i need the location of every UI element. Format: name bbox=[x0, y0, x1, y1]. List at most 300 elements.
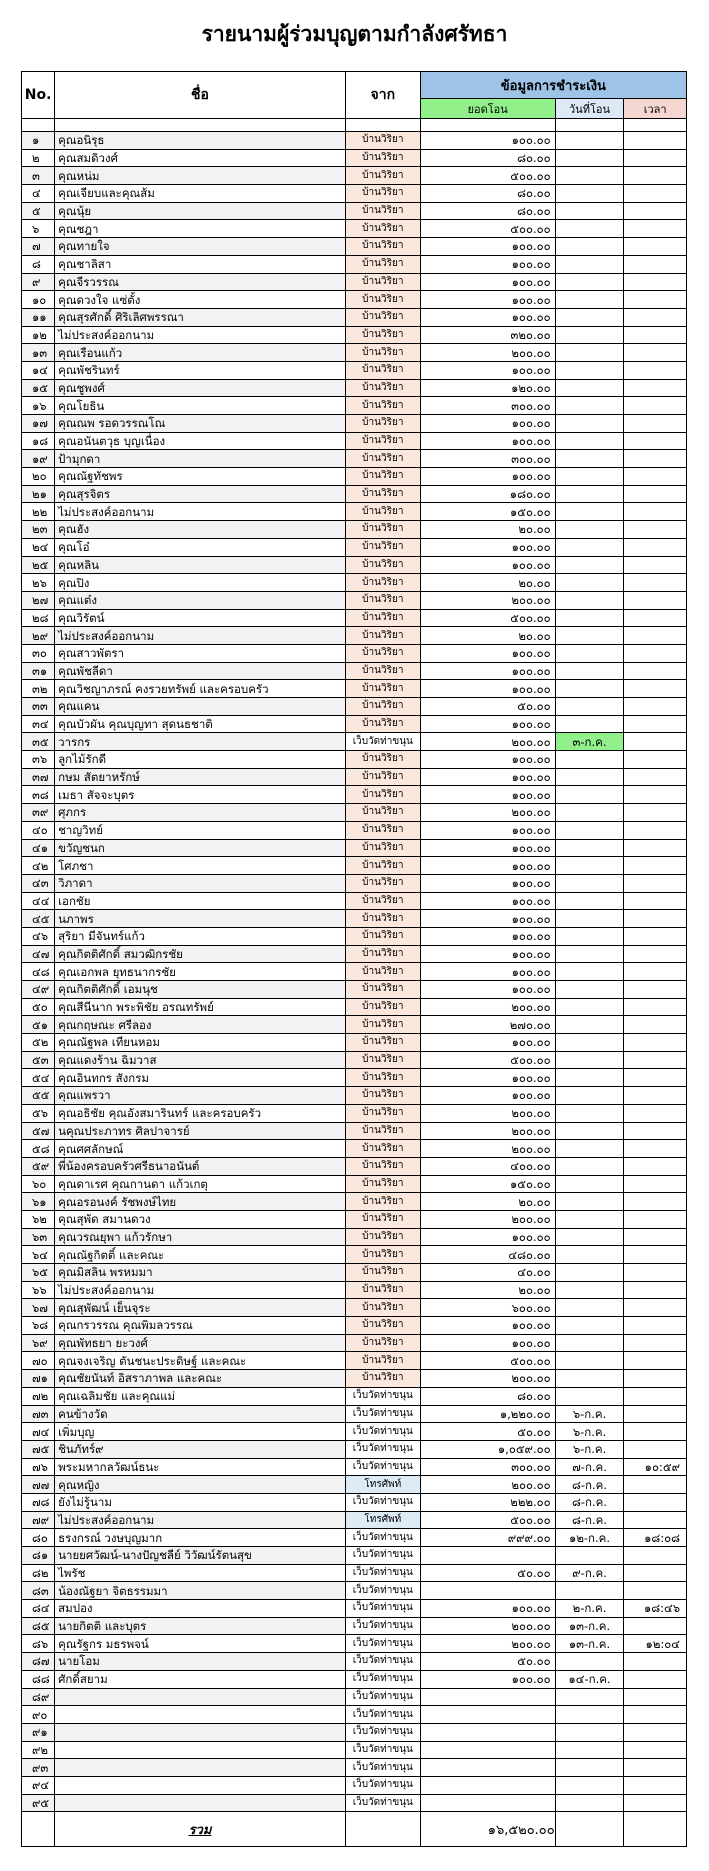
row-amount: ๑๐๐.๐๐ bbox=[420, 273, 555, 291]
row-amount: ๑๐๐.๐๐ bbox=[420, 874, 555, 892]
table-row bbox=[22, 1140, 687, 1158]
row-date bbox=[555, 1299, 624, 1317]
row-number: ๖๔ bbox=[22, 1246, 55, 1264]
row-source: โทรศัพท์ bbox=[345, 1476, 420, 1494]
row-source: เว็บวัดท่าขนุน bbox=[345, 1706, 420, 1724]
row-amount: ๒๐.๐๐ bbox=[420, 1281, 555, 1299]
row-amount: ๑,๒๒๐.๐๐ bbox=[420, 1405, 555, 1423]
table-row bbox=[22, 1741, 687, 1759]
row-source: บ้านวิริยา bbox=[345, 1157, 420, 1175]
row-time bbox=[624, 1157, 687, 1175]
row-amount: ๑๐๐.๐๐ bbox=[420, 945, 555, 963]
row-source: บ้านวิริยา bbox=[345, 1370, 420, 1388]
row-date: ๑๔-ก.ค. bbox=[555, 1670, 624, 1688]
row-amount: ๘๐.๐๐ bbox=[420, 1387, 555, 1405]
table-row bbox=[22, 485, 687, 503]
row-date bbox=[555, 1317, 624, 1335]
row-source: บ้านวิริยา bbox=[345, 485, 420, 503]
row-time: ๑๘:๐๘ bbox=[624, 1529, 687, 1547]
row-source: เว็บวัดท่าขนุน bbox=[345, 1529, 420, 1547]
row-number: ๕๗ bbox=[22, 1122, 55, 1140]
row-time bbox=[624, 1104, 687, 1122]
row-time bbox=[624, 963, 687, 981]
row-name: คุณจงเจริญ ตันชนะประดิษฐ์ และคณะ bbox=[55, 1352, 346, 1370]
row-number: ๔๘ bbox=[22, 963, 55, 981]
row-date bbox=[555, 238, 624, 256]
row-time bbox=[624, 432, 687, 450]
row-number: ๖๙ bbox=[22, 1334, 55, 1352]
table-row bbox=[22, 1600, 687, 1618]
row-time bbox=[624, 874, 687, 892]
row-number: ๓๑ bbox=[22, 662, 55, 680]
row-name: คุณพัทธยา ยะวงศ์ bbox=[55, 1334, 346, 1352]
row-date bbox=[555, 450, 624, 468]
row-date bbox=[555, 220, 624, 238]
row-name: คุณบัวผัน คุณบุญทา สุดนธชาติ bbox=[55, 715, 346, 733]
row-source: บ้านวิริยา bbox=[345, 361, 420, 379]
row-number: ๔๐ bbox=[22, 821, 55, 839]
row-name: คุณวิรัตน์ bbox=[55, 609, 346, 627]
row-source: บ้านวิริยา bbox=[345, 839, 420, 857]
row-date bbox=[555, 485, 624, 503]
row-date bbox=[555, 574, 624, 592]
row-number: ๘๗ bbox=[22, 1653, 55, 1671]
row-amount: ๑๐๐.๐๐ bbox=[420, 291, 555, 309]
row-time bbox=[624, 680, 687, 698]
row-source: บ้านวิริยา bbox=[345, 1193, 420, 1211]
row-number: ๘๙ bbox=[22, 1688, 55, 1706]
table-row bbox=[22, 998, 687, 1016]
table-row bbox=[22, 291, 687, 309]
row-number: ๑๒ bbox=[22, 326, 55, 344]
row-amount: ๑๕๐.๐๐ bbox=[420, 1175, 555, 1193]
row-time bbox=[624, 291, 687, 309]
row-date bbox=[555, 1246, 624, 1264]
table-row bbox=[22, 1299, 687, 1317]
row-number: ๓๔ bbox=[22, 715, 55, 733]
row-source: บ้านวิริยา bbox=[345, 1281, 420, 1299]
row-time bbox=[624, 1564, 687, 1582]
row-date: ๗-ก.ค. bbox=[555, 1458, 624, 1476]
row-name: วารกร bbox=[55, 733, 346, 751]
table-row bbox=[22, 1210, 687, 1228]
row-name: วิภาดา bbox=[55, 874, 346, 892]
table-row bbox=[22, 1104, 687, 1122]
row-time bbox=[624, 185, 687, 203]
row-number: ๒๒ bbox=[22, 503, 55, 521]
row-amount: ๑๐๐.๐๐ bbox=[420, 1228, 555, 1246]
row-date bbox=[555, 751, 624, 769]
row-date bbox=[555, 1352, 624, 1370]
row-time bbox=[624, 945, 687, 963]
table-row bbox=[22, 644, 687, 662]
row-number: ๘๑ bbox=[22, 1547, 55, 1565]
row-name: คุณกิตติศักดิ์ สมวฒิกรชัย bbox=[55, 945, 346, 963]
row-name: คุณวิชญาภรณ์ คงรวยทรัพย์ และครอบครัว bbox=[55, 680, 346, 698]
row-source: บ้านวิริยา bbox=[345, 1034, 420, 1052]
row-number: ๙๔ bbox=[22, 1776, 55, 1794]
row-number: ๗๓ bbox=[22, 1405, 55, 1423]
row-time bbox=[624, 1617, 687, 1635]
row-source: เว็บวัดท่าขนุน bbox=[345, 1387, 420, 1405]
row-time bbox=[624, 255, 687, 273]
table-row bbox=[22, 255, 687, 273]
row-date bbox=[555, 503, 624, 521]
row-number: ๔๗ bbox=[22, 945, 55, 963]
table-header bbox=[22, 72, 687, 119]
row-source: บ้านวิริยา bbox=[345, 1175, 420, 1193]
row-number: ๖๕ bbox=[22, 1264, 55, 1282]
row-name: โศภชา bbox=[55, 857, 346, 875]
row-number: ๒๑ bbox=[22, 485, 55, 503]
row-source: บ้านวิริยา bbox=[345, 1051, 420, 1069]
row-time bbox=[624, 786, 687, 804]
row-amount: ๑๐๐.๐๐ bbox=[420, 132, 555, 150]
row-amount: ๑๐๐.๐๐ bbox=[420, 415, 555, 433]
row-date bbox=[555, 609, 624, 627]
row-source: บ้านวิริยา bbox=[345, 344, 420, 362]
table-row bbox=[22, 397, 687, 415]
row-source: บ้านวิริยา bbox=[345, 768, 420, 786]
row-name: คุณแคน bbox=[55, 698, 346, 716]
spacer-row bbox=[22, 119, 687, 132]
total-row bbox=[22, 1812, 687, 1847]
row-amount: ๑๐๐.๐๐ bbox=[420, 1317, 555, 1335]
row-name: นายยศวัฒน์-นางปัญชลีย์ วิวัฒน์รัตนสุข bbox=[55, 1547, 346, 1565]
row-number: ๓๙ bbox=[22, 804, 55, 822]
row-source: เว็บวัดท่าขนุน bbox=[345, 1794, 420, 1812]
row-source: บ้านวิริยา bbox=[345, 998, 420, 1016]
row-amount: ๑๐๐.๐๐ bbox=[420, 1069, 555, 1087]
row-source: เว็บวัดท่าขนุน bbox=[345, 1458, 420, 1476]
row-source: บ้านวิริยา bbox=[345, 503, 420, 521]
row-source: บ้านวิริยา bbox=[345, 132, 420, 150]
row-source: บ้านวิริยา bbox=[345, 291, 420, 309]
header-no: No. bbox=[22, 72, 55, 119]
row-time bbox=[624, 574, 687, 592]
row-name: สมปอง bbox=[55, 1600, 346, 1618]
row-source: บ้านวิริยา bbox=[345, 273, 420, 291]
row-date bbox=[555, 326, 624, 344]
row-number: ๔ bbox=[22, 185, 55, 203]
table-row bbox=[22, 1317, 687, 1335]
row-time bbox=[624, 1723, 687, 1741]
table-row bbox=[22, 202, 687, 220]
row-time bbox=[624, 1582, 687, 1600]
row-time bbox=[624, 149, 687, 167]
row-date bbox=[555, 1281, 624, 1299]
row-time bbox=[624, 1210, 687, 1228]
row-source: บ้านวิริยา bbox=[345, 432, 420, 450]
table-row bbox=[22, 857, 687, 875]
row-time bbox=[624, 857, 687, 875]
row-name: คุณอนิรุธ bbox=[55, 132, 346, 150]
row-date bbox=[555, 1370, 624, 1388]
row-source: บ้านวิริยา bbox=[345, 821, 420, 839]
table-row bbox=[22, 1051, 687, 1069]
row-date: ๘-ก.ค. bbox=[555, 1493, 624, 1511]
row-name: คุณฮัง bbox=[55, 521, 346, 539]
row-time bbox=[624, 326, 687, 344]
row-name: ไม่ประสงค์ออกนาม bbox=[55, 326, 346, 344]
row-name: คุณหลิน bbox=[55, 556, 346, 574]
row-time bbox=[624, 1016, 687, 1034]
table-row bbox=[22, 1423, 687, 1441]
row-amount: ๒๐๐.๐๐ bbox=[420, 1122, 555, 1140]
row-name: คุณกฤษณะ ศรีลอง bbox=[55, 1016, 346, 1034]
table-row bbox=[22, 1370, 687, 1388]
row-amount: ๔๘๐.๐๐ bbox=[420, 1246, 555, 1264]
row-number: ๓๘ bbox=[22, 786, 55, 804]
row-time bbox=[624, 1370, 687, 1388]
row-number: ๓๗ bbox=[22, 768, 55, 786]
row-amount: ๘๐.๐๐ bbox=[420, 149, 555, 167]
row-date bbox=[555, 644, 624, 662]
row-time bbox=[624, 591, 687, 609]
row-source: บ้านวิริยา bbox=[345, 1016, 420, 1034]
row-number: ๘๖ bbox=[22, 1635, 55, 1653]
row-number: ๒๖ bbox=[22, 574, 55, 592]
row-name: คุณแดงร้าน ฉิมวาส bbox=[55, 1051, 346, 1069]
row-time bbox=[624, 662, 687, 680]
row-source: บ้านวิริยา bbox=[345, 662, 420, 680]
row-number: ๕๐ bbox=[22, 998, 55, 1016]
row-amount bbox=[420, 1706, 555, 1724]
row-amount: ๒๐๐.๐๐ bbox=[420, 1370, 555, 1388]
row-time bbox=[624, 1387, 687, 1405]
row-source: บ้านวิริยา bbox=[345, 220, 420, 238]
row-source: บ้านวิริยา bbox=[345, 751, 420, 769]
row-date bbox=[555, 627, 624, 645]
row-amount: ๒๒๒.๐๐ bbox=[420, 1493, 555, 1511]
row-amount: ๒๐๐.๐๐ bbox=[420, 344, 555, 362]
table-row bbox=[22, 733, 687, 751]
row-date: ๑๓-ก.ค. bbox=[555, 1635, 624, 1653]
row-time bbox=[624, 1794, 687, 1812]
row-number: ๘๐ bbox=[22, 1529, 55, 1547]
row-number: ๓๓ bbox=[22, 698, 55, 716]
row-number: ๔๑ bbox=[22, 839, 55, 857]
row-date bbox=[555, 981, 624, 999]
row-date bbox=[555, 874, 624, 892]
row-number: ๔๕ bbox=[22, 910, 55, 928]
row-source: บ้านวิริยา bbox=[345, 874, 420, 892]
row-amount: ๑๐๐.๐๐ bbox=[420, 839, 555, 857]
table-row bbox=[22, 326, 687, 344]
row-date bbox=[555, 1228, 624, 1246]
row-source: เว็บวัดท่าขนุน bbox=[345, 1582, 420, 1600]
row-number: ๒๘ bbox=[22, 609, 55, 627]
row-time bbox=[624, 1670, 687, 1688]
table-row bbox=[22, 1228, 687, 1246]
row-date: ๘-ก.ค. bbox=[555, 1476, 624, 1494]
table-row bbox=[22, 308, 687, 326]
row-amount: ๑๐๐.๐๐ bbox=[420, 715, 555, 733]
table-row bbox=[22, 538, 687, 556]
row-time bbox=[624, 397, 687, 415]
row-amount: ๒๐.๐๐ bbox=[420, 1193, 555, 1211]
table-row bbox=[22, 910, 687, 928]
row-source: เว็บวัดท่าขนุน bbox=[345, 1547, 420, 1565]
row-number: ๕๕ bbox=[22, 1087, 55, 1105]
row-number: ๙ bbox=[22, 273, 55, 291]
row-amount: ๒๗๐.๐๐ bbox=[420, 1016, 555, 1034]
row-number: ๙๐ bbox=[22, 1706, 55, 1724]
row-amount: ๒๐๐.๐๐ bbox=[420, 733, 555, 751]
row-name: คุณสีนีนาก พระพิชัย อรณทรัพย์ bbox=[55, 998, 346, 1016]
row-amount: ๑๐๐.๐๐ bbox=[420, 963, 555, 981]
table-row bbox=[22, 1776, 687, 1794]
row-number: ๙๕ bbox=[22, 1794, 55, 1812]
row-source: บ้านวิริยา bbox=[345, 1104, 420, 1122]
row-name: คุณชฎา bbox=[55, 220, 346, 238]
row-name: คุณณัฐทัชพร bbox=[55, 468, 346, 486]
row-number: ๗๑ bbox=[22, 1370, 55, 1388]
row-amount: ๑๐๐.๐๐ bbox=[420, 1670, 555, 1688]
table-row bbox=[22, 715, 687, 733]
row-source: บ้านวิริยา bbox=[345, 698, 420, 716]
row-amount bbox=[420, 1688, 555, 1706]
row-amount: ๙๙๙.๐๐ bbox=[420, 1529, 555, 1547]
row-name bbox=[55, 1688, 346, 1706]
table-row bbox=[22, 786, 687, 804]
table-row bbox=[22, 839, 687, 857]
row-time bbox=[624, 910, 687, 928]
row-number: ๗๔ bbox=[22, 1423, 55, 1441]
row-name: คุณกรวรรณ คุณพิมลวรรณ bbox=[55, 1317, 346, 1335]
row-source: บ้านวิริยา bbox=[345, 644, 420, 662]
row-amount: ๒๐๐.๐๐ bbox=[420, 1617, 555, 1635]
row-number: ๒๗ bbox=[22, 591, 55, 609]
row-time bbox=[624, 733, 687, 751]
row-source: บ้านวิริยา bbox=[345, 1069, 420, 1087]
table-row bbox=[22, 1511, 687, 1529]
row-number: ๔๓ bbox=[22, 874, 55, 892]
row-date bbox=[555, 680, 624, 698]
row-source: บ้านวิริยา bbox=[345, 892, 420, 910]
row-amount: ๑๐๐.๐๐ bbox=[420, 981, 555, 999]
row-name: คุณเจียบและคุณส้ม bbox=[55, 185, 346, 203]
row-number: ๓๐ bbox=[22, 644, 55, 662]
table-row bbox=[22, 981, 687, 999]
row-source: เว็บวัดท่าขนุน bbox=[345, 1564, 420, 1582]
row-source: บ้านวิริยา bbox=[345, 538, 420, 556]
row-name: ไม่ประสงค์ออกนาม bbox=[55, 1281, 346, 1299]
row-amount: ๑๐๐.๐๐ bbox=[420, 556, 555, 574]
table-row bbox=[22, 1087, 687, 1105]
row-time bbox=[624, 1423, 687, 1441]
row-date bbox=[555, 1264, 624, 1282]
row-name: คุณอนันตวุธ บุญเนื่อง bbox=[55, 432, 346, 450]
table-row bbox=[22, 503, 687, 521]
row-name: คุณสุพัด สมานดวง bbox=[55, 1210, 346, 1228]
row-source: บ้านวิริยา bbox=[345, 326, 420, 344]
row-number: ๓๒ bbox=[22, 680, 55, 698]
row-time bbox=[624, 273, 687, 291]
row-amount: ๒๐.๐๐ bbox=[420, 627, 555, 645]
row-name: ไพรัช bbox=[55, 1564, 346, 1582]
row-amount: ๕๐.๐๐ bbox=[420, 1423, 555, 1441]
row-number: ๔๙ bbox=[22, 981, 55, 999]
row-time bbox=[624, 167, 687, 185]
row-date bbox=[555, 308, 624, 326]
row-time bbox=[624, 1246, 687, 1264]
row-name: คุณแต๋ง bbox=[55, 591, 346, 609]
table-row bbox=[22, 1706, 687, 1724]
row-name: คุณแพรวา bbox=[55, 1087, 346, 1105]
row-amount: ๑๐๐.๐๐ bbox=[420, 361, 555, 379]
table-row bbox=[22, 627, 687, 645]
row-source: บ้านวิริยา bbox=[345, 680, 420, 698]
row-amount: ๑๒๐.๐๐ bbox=[420, 379, 555, 397]
table-row bbox=[22, 1175, 687, 1193]
table-row bbox=[22, 768, 687, 786]
table-row bbox=[22, 132, 687, 150]
row-number: ๗ bbox=[22, 238, 55, 256]
row-number: ๓ bbox=[22, 167, 55, 185]
row-name: คุณอรอนงค์ รัชพงษ์ไทย bbox=[55, 1193, 346, 1211]
row-source: เว็บวัดท่าขนุน bbox=[345, 1493, 420, 1511]
row-number: ๗๒ bbox=[22, 1387, 55, 1405]
table-row bbox=[22, 361, 687, 379]
table-row bbox=[22, 1547, 687, 1565]
row-time bbox=[624, 1476, 687, 1494]
table-row bbox=[22, 698, 687, 716]
table-row bbox=[22, 927, 687, 945]
row-date bbox=[555, 998, 624, 1016]
row-name: ลูกไม้รักดี bbox=[55, 751, 346, 769]
row-date bbox=[555, 1688, 624, 1706]
row-date bbox=[555, 255, 624, 273]
row-source: บ้านวิริยา bbox=[345, 1228, 420, 1246]
row-time bbox=[624, 1334, 687, 1352]
row-name bbox=[55, 1706, 346, 1724]
row-name: คนข้างวัด bbox=[55, 1405, 346, 1423]
row-name: คุณรัฐกร มธรพจน์ bbox=[55, 1635, 346, 1653]
table-row bbox=[22, 1653, 687, 1671]
row-name: คุณมิสลิน พรหมมา bbox=[55, 1264, 346, 1282]
row-source: บ้านวิริยา bbox=[345, 574, 420, 592]
row-name: สุริยา มีจันทร์แก้ว bbox=[55, 927, 346, 945]
row-source: บ้านวิริยา bbox=[345, 786, 420, 804]
table-row bbox=[22, 1193, 687, 1211]
row-name: คุณชูพงศ์ bbox=[55, 379, 346, 397]
row-name bbox=[55, 1723, 346, 1741]
row-amount: ๑๐๐.๐๐ bbox=[420, 910, 555, 928]
row-number: ๕๔ bbox=[22, 1069, 55, 1087]
row-amount: ๕๐๐.๐๐ bbox=[420, 1511, 555, 1529]
row-date bbox=[555, 1087, 624, 1105]
row-amount: ๑๐๐.๐๐ bbox=[420, 680, 555, 698]
table-body bbox=[22, 119, 687, 1812]
row-number: ๖๐ bbox=[22, 1175, 55, 1193]
row-time bbox=[624, 1653, 687, 1671]
row-date bbox=[555, 379, 624, 397]
row-date bbox=[555, 1794, 624, 1812]
row-name: คุณวรณยุพา แก้วรักษา bbox=[55, 1228, 346, 1246]
row-time bbox=[624, 1511, 687, 1529]
table-row bbox=[22, 432, 687, 450]
table-row bbox=[22, 1387, 687, 1405]
row-number: ๖๓ bbox=[22, 1228, 55, 1246]
row-date bbox=[555, 397, 624, 415]
row-date bbox=[555, 132, 624, 150]
row-name: คุณกิตติศักดิ์ เอมนุช bbox=[55, 981, 346, 999]
row-source: บ้านวิริยา bbox=[345, 556, 420, 574]
row-name: คุณพัชรินทร์ bbox=[55, 361, 346, 379]
row-name: คุณจีรวรรณ bbox=[55, 273, 346, 291]
row-name: คุณอินทกร สังกรม bbox=[55, 1069, 346, 1087]
